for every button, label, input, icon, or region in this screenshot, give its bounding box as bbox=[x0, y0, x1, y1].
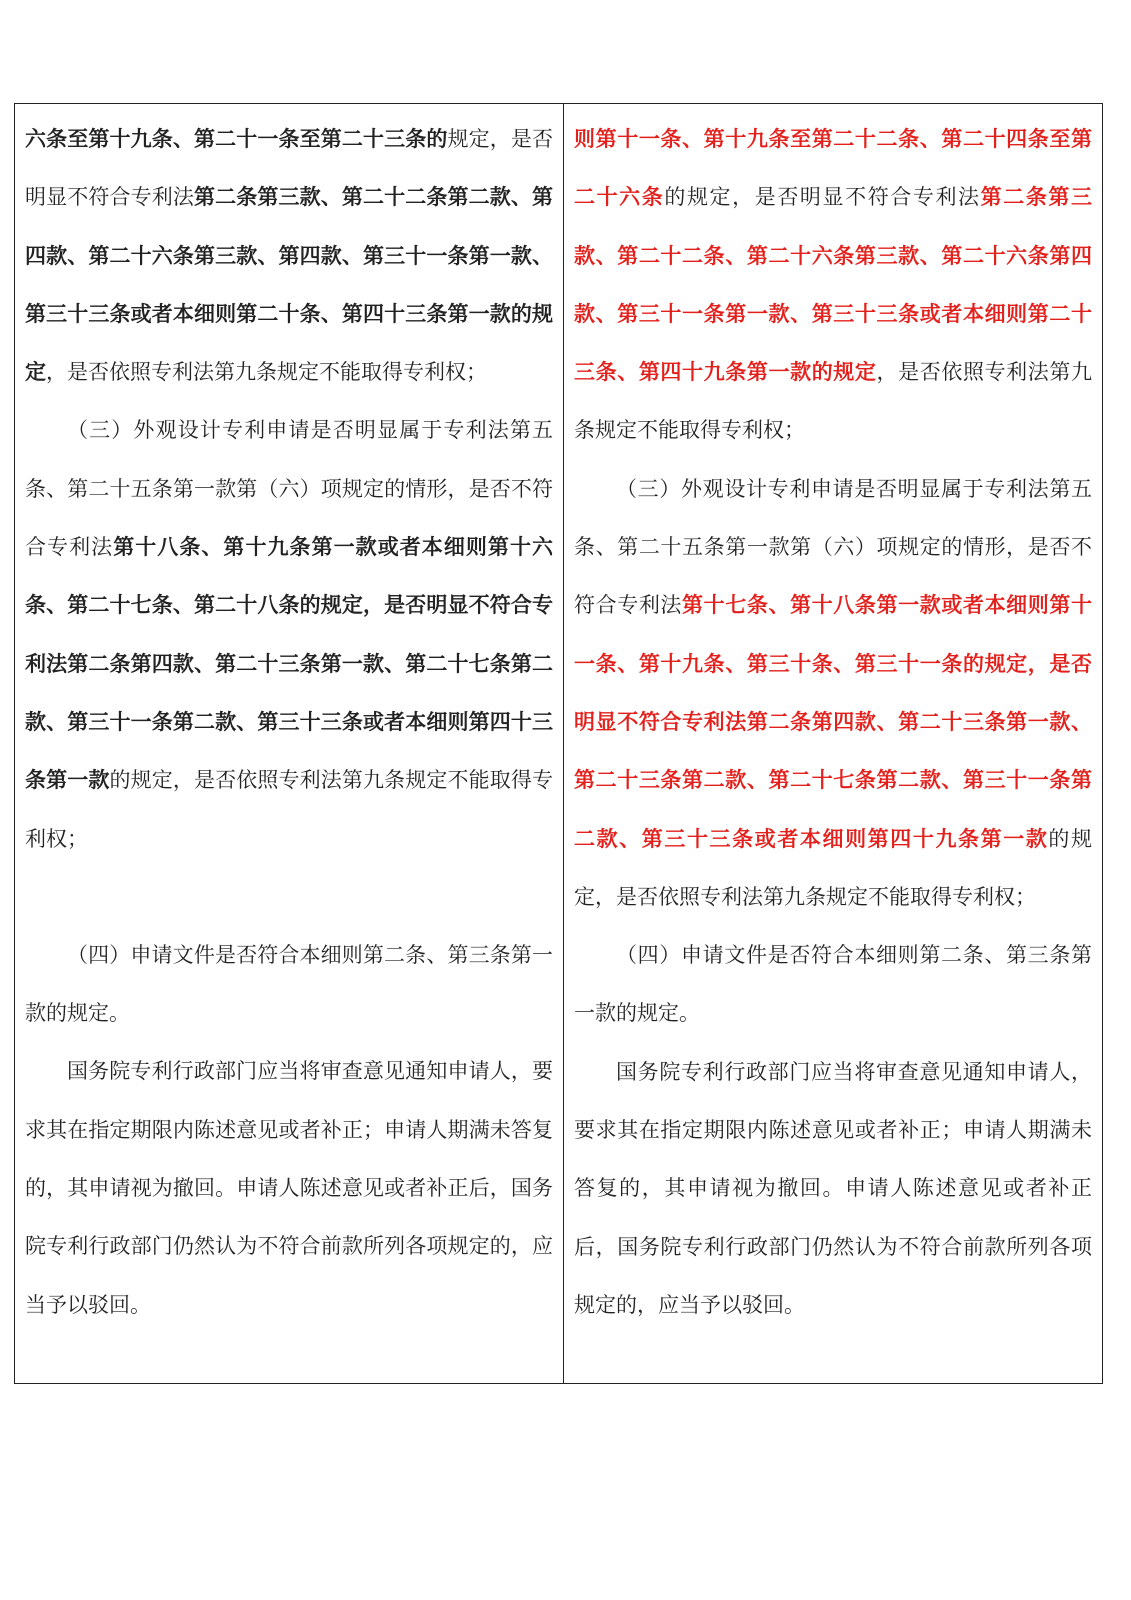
text-run: （四）申请文件是否符合本细则第二条、第三条第一款的规定。 bbox=[574, 943, 1092, 1026]
revised-text-column bbox=[564, 104, 1102, 1383]
blank-line bbox=[25, 868, 553, 926]
text-run: 的规定，是否依照专利法第九条规定不能取得专利权； bbox=[25, 768, 553, 851]
right-paragraph-3 bbox=[574, 926, 1092, 1043]
left-paragraph-1 bbox=[25, 104, 553, 401]
text-run: 则第十一条、第十九条至第二十二条、第二十四条至第二十六条 bbox=[574, 127, 1092, 210]
left-paragraph-2 bbox=[25, 401, 553, 867]
text-run: ，是否依照专利法第九条规定不能取得专利权； bbox=[574, 360, 1093, 443]
right-paragraph-4 bbox=[574, 1043, 1092, 1334]
text-run: （三）外观设计专利申请是否明显属于专利法第五条、第二十五条第一款第（六）项规定的情形，是否不符合专利法 bbox=[25, 418, 553, 560]
original-text-column bbox=[15, 104, 564, 1383]
text-run: （三）外观设计专利申请是否明显属于专利法第五条、第二十五条第一款第（六）项规定的情形，是否不符合专利法 bbox=[574, 476, 1092, 618]
right-paragraph-2 bbox=[574, 460, 1092, 926]
text-run: 第十八条、第十九条第一款或者本细则第十六条、第二十七条、第二十八条的规定，是否明显不符合专利法第二条第四款、第二十三条第一款、第二十七条第二款、第三十一条第二款、第三十三条或者本细则第四十三条第一款 bbox=[25, 535, 554, 793]
text-run: ，是否依照专利法第九条规定不能取得专利权； bbox=[46, 360, 487, 385]
text-run: （四）申请文件是否符合本细则第二条、第三条第一款的规定。 bbox=[25, 942, 553, 1026]
text-run: 第二条第三款、第二十二条、第二十六条第三款、第二十六条第四款、第三十一条第一款、第三十三条或者本细则第二十三条、第四十九条第一款的规定 bbox=[574, 185, 1093, 385]
text-run: 第十七条、第十八条第一款或者本细则第十一条、第十九条、第三十条、第三十一条的规定，是否明显不符合专利法第二条第四款、第二十三条第一款、第二十三条第二款、第二十七条第二款、第三十一条第二款、第三十三条或者本细则第四十九条第一款 bbox=[574, 593, 1093, 851]
right-paragraph-1 bbox=[574, 104, 1092, 460]
text-run: 规定，是否明显不符合专利法 bbox=[25, 127, 553, 210]
left-paragraph-3 bbox=[25, 926, 553, 1043]
text-run: 第二条第三款、第二十二条第二款、第四款、第二十六条第三款、第四款、第三十一条第一款、第三十三条或者本细则第二十条、第四十三条第一款的规定 bbox=[25, 185, 553, 385]
left-paragraph-4 bbox=[25, 1042, 553, 1333]
text-run: 国务院专利行政部门应当将审查意见通知申请人，要求其在指定期限内陈述意见或者补正；申请人期满未答复的，其申请视为撤回。申请人陈述意见或者补正后，国务院专利行政部门仍然认为不符合前款所列各项规定的，应当予以驳回。 bbox=[25, 1059, 553, 1317]
text-run: 六条至第十九条、第二十一条至第二十三条的 bbox=[25, 127, 448, 151]
text-run: 国务院专利行政部门应当将审查意见通知申请人，要求其在指定期限内陈述意见或者补正；申请人期满未答复的，其申请视为撤回。申请人陈述意见或者补正后，国务院专利行政部门仍然认为不符合前款所列各项规定的，应当予以驳回。 bbox=[574, 1059, 1092, 1317]
comparison-table bbox=[14, 103, 1103, 1384]
text-run: 的规定，是否明显不符合专利法 bbox=[664, 185, 981, 210]
text-run: 的规定，是否依照专利法第九条规定不能取得专利权； bbox=[574, 826, 1093, 909]
